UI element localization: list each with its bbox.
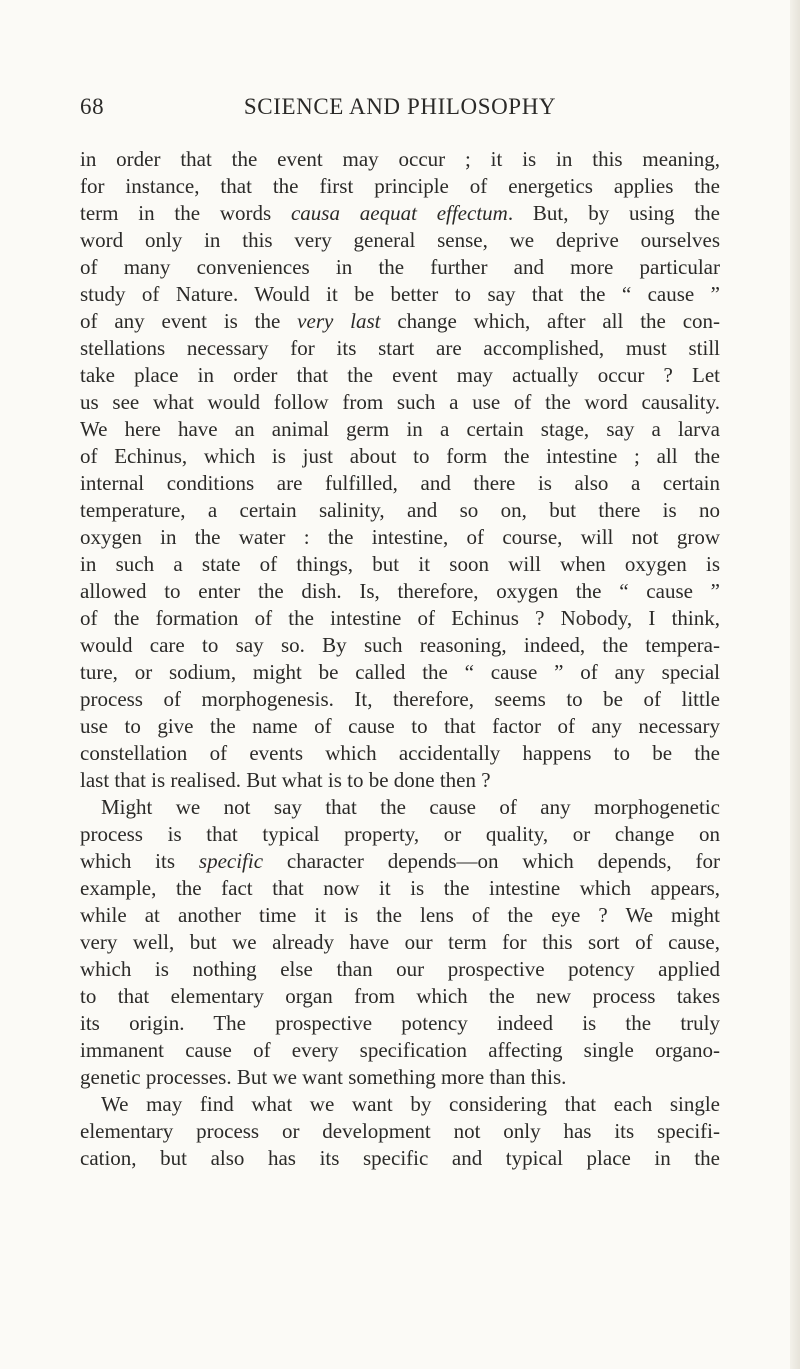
text-line: for instance, that the first principle of energetics applies the <box>80 174 720 198</box>
text-line: We here have an animal germ in a certain stage, say a larva <box>80 417 720 441</box>
page-number: 68 <box>80 94 105 119</box>
text-line: elementary process or development not only has its specifi- <box>80 1119 720 1143</box>
text-line: take place in order that the event may actually occur ? Let <box>80 363 720 387</box>
text-line: process of morphogenesis. It, therefore, seems to be of little <box>80 687 720 711</box>
text-line: of Echinus, which is just about to form the intestine ; all the <box>80 444 720 468</box>
text-line: study of Nature. Would it be better to say that the “ cause ” <box>80 282 720 306</box>
text-line: stellations necessary for its start are accomplished, must still <box>80 336 720 360</box>
text-line: internal conditions are fulfilled, and there is also a certain <box>80 471 720 495</box>
text-line: of many conveniences in the further and more particular <box>80 255 720 279</box>
italic-emphasis: very last <box>297 309 381 333</box>
text-line: its origin. The prospective potency indeed is the truly <box>80 1011 720 1035</box>
text-line: of any event is the very last change which, after all the con- <box>80 309 721 333</box>
text-line: use to give the name of cause to that factor of any necessary <box>80 714 720 738</box>
text-line: while at another time it is the lens of the eye ? We might <box>80 903 720 927</box>
text-line: constellation of events which accidentally happens to be the <box>80 741 720 765</box>
text-line: ture, or sodium, might be called the “ cause ” of any special <box>80 660 720 684</box>
italic-latin: causa aequat effectum <box>290 201 508 225</box>
text-line: allowed to enter the dish. Is, therefore, oxygen the “ cause ” <box>80 579 720 603</box>
text-line: word only in this very general sense, we deprive ourselves <box>80 228 720 252</box>
text-line: Might we not say that the cause of any morphogenetic <box>101 795 720 819</box>
text-line: immanent cause of every specification affecting single organo- <box>80 1038 720 1062</box>
text-line: very well, but we already have our term for this sort of cause, <box>80 930 720 954</box>
text-line: genetic processes. But we want something more than this. <box>80 1065 567 1089</box>
text-line: to that elementary organ from which the new process takes <box>80 984 720 1008</box>
text-line: us see what would follow from such a use of the word causality. <box>80 390 720 414</box>
text-line: which is nothing else than our prospective potency applied <box>80 957 720 981</box>
text-line: in such a state of things, but it soon will when oxygen is <box>80 552 720 576</box>
text-line: would care to say so. By such reasoning, indeed, the tempera- <box>80 633 720 657</box>
text-line: of the formation of the intestine of Echinus ? Nobody, I think, <box>80 606 720 630</box>
text-line: process is that typical property, or quality, or change on <box>80 822 720 846</box>
italic-emphasis: specific <box>198 849 264 873</box>
body-text <box>80 146 720 1172</box>
text-line: example, the fact that now it is the intestine which appears, <box>80 876 720 900</box>
text-line: temperature, a certain salinity, and so on, but there is no <box>80 498 720 522</box>
running-head: SCIENCE AND PHILOSOPHY <box>243 94 557 119</box>
text-line: last that is realised. But what is to be done then ? <box>80 768 491 792</box>
page-edge <box>790 0 800 1369</box>
text-line: oxygen in the water : the intestine, of course, will not grow <box>80 525 720 549</box>
text-line: in order that the event may occur ; it is in this meaning, <box>80 147 720 171</box>
text-line: cation, but also has its specific and typical place in the <box>80 1146 720 1170</box>
text-line: We may find what we want by considering that each single <box>101 1092 720 1116</box>
text-line: term in the words causa aequat effectum. But, by using the <box>80 201 720 225</box>
page-header <box>80 94 720 124</box>
text-line: which its specific character depends—on which depends, for <box>80 849 720 873</box>
